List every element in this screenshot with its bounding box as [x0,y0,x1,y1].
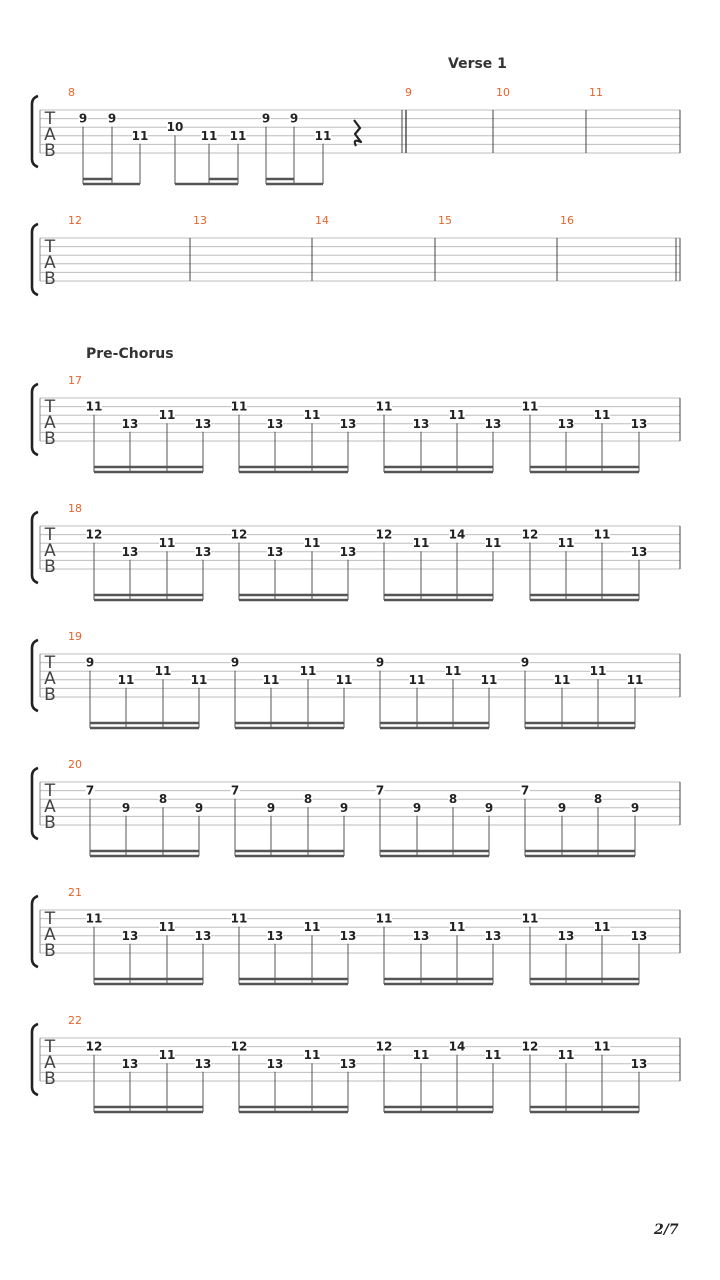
fret-number: 13 [194,416,212,431]
fret-number: 11 [408,672,426,687]
fret-number: 11 [444,664,462,679]
bar-number: 15 [438,214,452,227]
tab-letter-a: A [44,253,56,273]
fret-number: 11 [303,1048,321,1063]
fret-number: 8 [593,792,603,807]
system-bracket [32,1024,38,1095]
tab-letter-b: B [44,813,56,833]
fret-number: 13 [194,928,212,943]
fret-number: 11 [229,128,247,143]
fret-number: 12 [230,1039,248,1054]
tab-letter-b: B [44,685,56,705]
fret-number: 13 [630,416,648,431]
fret-number: 11 [593,527,611,542]
fret-number: 7 [85,783,95,798]
bar-number: 9 [405,86,412,99]
fret-number: 11 [557,536,575,551]
fret-number: 11 [154,664,172,679]
staff-system [32,374,680,472]
fret-number: 9 [261,111,271,126]
fret-number: 11 [158,536,176,551]
fret-number: 11 [593,408,611,423]
staff-system [32,1014,680,1112]
fret-number: 11 [375,399,393,414]
fret-number: 11 [303,536,321,551]
fret-number: 11 [484,536,502,551]
fret-number: 14 [448,1039,466,1054]
fret-number: 10 [166,120,184,135]
fret-number: 11 [117,672,135,687]
system-bracket [32,224,38,295]
fret-number: 9 [557,800,567,815]
tab-letter-a: A [44,125,56,145]
tab-letter-t: T [44,909,56,929]
fret-number: 13 [194,1056,212,1071]
staff-system [32,630,680,728]
tab-letter-a: A [44,413,56,433]
fret-number: 9 [194,800,204,815]
fret-number: 9 [630,800,640,815]
fret-number: 11 [262,672,280,687]
tab-letter-a: A [44,541,56,561]
fret-number: 11 [593,1039,611,1054]
tab-letter-t: T [44,781,56,801]
section-label: Pre-Chorus [86,346,174,362]
fret-number: 9 [107,111,117,126]
fret-number: 13 [121,1056,139,1071]
fret-number: 14 [448,527,466,542]
fret-number: 11 [335,672,353,687]
fret-number: 12 [521,527,539,542]
tab-letter-b: B [44,141,56,161]
fret-number: 9 [289,111,299,126]
fret-number: 9 [520,655,530,670]
bar-number: 22 [68,1014,82,1027]
fret-number: 11 [158,408,176,423]
fret-number: 13 [412,928,430,943]
bar-number: 18 [68,502,82,515]
fret-number: 9 [78,111,88,126]
system-bracket [32,768,38,839]
fret-number: 12 [375,1039,393,1054]
tab-letter-a: A [44,1053,56,1073]
fret-number: 13 [339,928,357,943]
fret-number: 9 [85,655,95,670]
fret-number: 11 [375,911,393,926]
fret-number: 13 [266,544,284,559]
fret-number: 11 [484,1048,502,1063]
fret-number: 11 [190,672,208,687]
fret-number: 11 [589,664,607,679]
staff-system [32,214,680,295]
fret-number: 11 [299,664,317,679]
tab-letter-b: B [44,941,56,961]
tab-letter-a: A [44,925,56,945]
tab-letter-t: T [44,109,56,129]
fret-number: 13 [339,416,357,431]
fret-number: 13 [266,416,284,431]
fret-number: 11 [521,911,539,926]
bar-number: 11 [589,86,603,99]
fret-number: 13 [121,928,139,943]
fret-number: 13 [630,1056,648,1071]
tab-letter-t: T [44,237,56,257]
tab-letter-t: T [44,653,56,673]
fret-number: 11 [593,920,611,935]
system-bracket [32,896,38,967]
bar-number: 19 [68,630,82,643]
fret-number: 11 [303,408,321,423]
fret-number: 13 [194,544,212,559]
bar-number: 14 [315,214,329,227]
fret-number: 9 [266,800,276,815]
staff-system [32,758,680,856]
bar-number: 13 [193,214,207,227]
fret-number: 11 [448,408,466,423]
fret-number: 11 [553,672,571,687]
fret-number: 9 [484,800,494,815]
fret-number: 9 [375,655,385,670]
fret-number: 11 [412,1048,430,1063]
fret-number: 12 [521,1039,539,1054]
bar-number: 8 [68,86,75,99]
tab-letter-t: T [44,397,56,417]
fret-number: 13 [121,544,139,559]
fret-number: 11 [303,920,321,935]
fret-number: 13 [557,416,575,431]
bar-number: 16 [560,214,574,227]
fret-number: 11 [480,672,498,687]
fret-number: 11 [200,128,218,143]
tab-letter-a: A [44,797,56,817]
bar-number: 12 [68,214,82,227]
fret-number: 7 [520,783,530,798]
bar-number: 10 [496,86,510,99]
fret-number: 9 [412,800,422,815]
fret-number: 13 [266,928,284,943]
fret-number: 11 [412,536,430,551]
tab-letter-a: A [44,669,56,689]
fret-number: 13 [121,416,139,431]
fret-number: 11 [230,911,248,926]
tab-letter-b: B [44,269,56,289]
tab-letter-b: B [44,429,56,449]
fret-number: 8 [303,792,313,807]
system-bracket [32,640,38,711]
staff-system [32,86,680,184]
system-bracket [32,96,38,167]
fret-number: 12 [85,527,103,542]
fret-number: 11 [521,399,539,414]
fret-number: 11 [557,1048,575,1063]
fret-number: 13 [484,928,502,943]
system-bracket [32,384,38,455]
staff-system [32,502,680,600]
fret-number: 13 [484,416,502,431]
fret-number: 11 [131,128,149,143]
fret-number: 8 [448,792,458,807]
fret-number: 13 [339,1056,357,1071]
fret-number: 11 [230,399,248,414]
fret-number: 13 [412,416,430,431]
tab-letter-t: T [44,525,56,545]
tab-letter-b: B [44,1069,56,1089]
fret-number: 12 [230,527,248,542]
fret-number: 13 [630,544,648,559]
fret-number: 12 [85,1039,103,1054]
fret-number: 7 [375,783,385,798]
fret-number: 8 [158,792,168,807]
tab-letter-b: B [44,557,56,577]
staff-system [32,886,680,984]
bar-number: 20 [68,758,82,771]
fret-number: 11 [448,920,466,935]
fret-number: 11 [85,399,103,414]
fret-number: 13 [557,928,575,943]
fret-number: 13 [339,544,357,559]
fret-number: 13 [266,1056,284,1071]
fret-number: 12 [375,527,393,542]
fret-number: 11 [158,920,176,935]
page-number: 2/7 [654,1222,679,1238]
system-bracket [32,512,38,583]
bar-number: 21 [68,886,82,899]
fret-number: 11 [158,1048,176,1063]
fret-number: 11 [626,672,644,687]
quarter-rest-icon [354,120,361,146]
fret-number: 11 [314,128,332,143]
fret-number: 11 [85,911,103,926]
fret-number: 9 [121,800,131,815]
bar-number: 17 [68,374,82,387]
fret-number: 7 [230,783,240,798]
fret-number: 13 [630,928,648,943]
fret-number: 9 [339,800,349,815]
tab-letter-t: T [44,1037,56,1057]
section-label: Verse 1 [448,56,507,72]
fret-number: 9 [230,655,240,670]
